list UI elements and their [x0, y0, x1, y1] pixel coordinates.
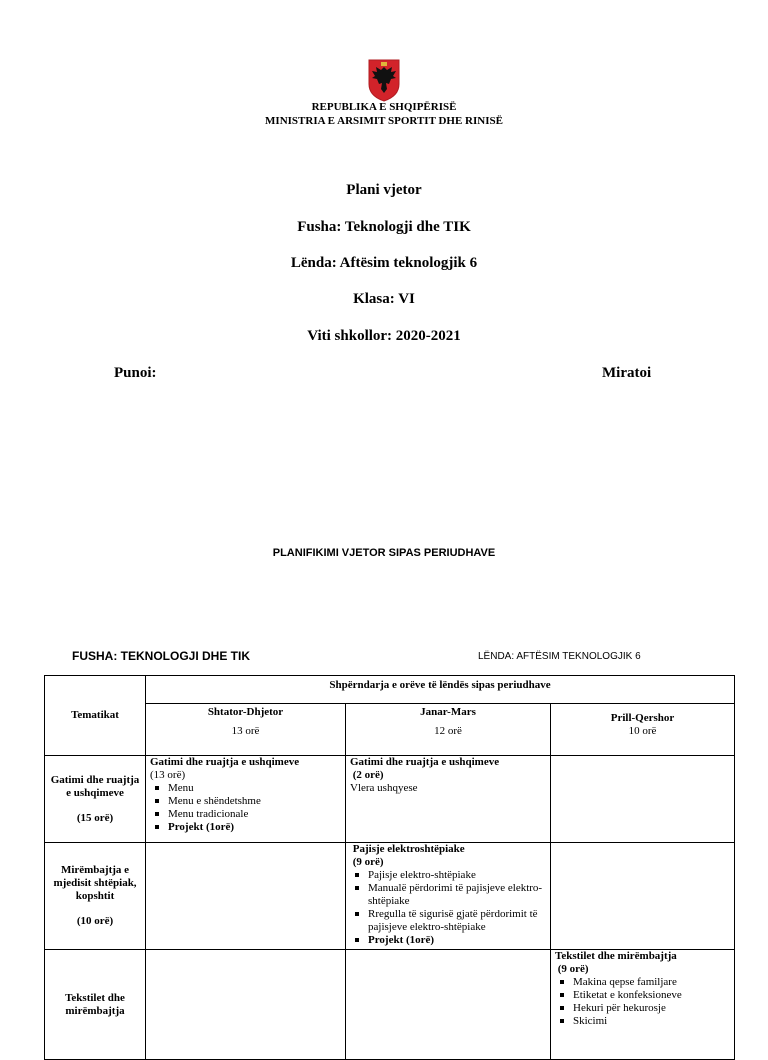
- distribution-header: Shpërndarja e orëve të lëndës sipas periudhave: [146, 676, 735, 704]
- list-item: Hekuri për hekurosje: [573, 1002, 730, 1015]
- period-1-cell: [146, 843, 346, 950]
- project-item: Projekt (1orë): [368, 934, 546, 947]
- unit-hours: (9 orë): [555, 963, 589, 975]
- plan-title: Plani vjetor: [346, 182, 422, 198]
- table-row: [45, 843, 735, 950]
- period-3-cell: [551, 950, 735, 1060]
- topic-list: [150, 782, 341, 834]
- period-name: Prill-Qershor: [610, 712, 675, 724]
- table-field-label: FUSHA: TEKNOLOGJI DHE TIK: [72, 649, 251, 663]
- field-title: Fusha: Teknologji dhe TIK: [297, 219, 471, 235]
- period-3-cell: [551, 843, 735, 950]
- period-hours: 13 orë: [231, 725, 260, 737]
- period-hours: 10 orë: [628, 725, 657, 737]
- list-item: Menu e shëndetshme: [168, 795, 341, 808]
- list-item: Manualë përdorimi të pajisjeve elektro-shtëpiake: [368, 882, 546, 908]
- subject-title: Lënda: Aftësim teknologjik 6: [290, 255, 478, 271]
- unit-title: Gatimi dhe ruajtja e ushqimeve: [350, 756, 500, 768]
- unit-hours: (9 orë): [350, 856, 384, 868]
- theme-cell: [45, 950, 146, 1060]
- list-item: Makina qepse familjare: [573, 976, 730, 989]
- section-title: PLANIFIKIMI VJETOR SIPAS PERIUDHAVE: [272, 547, 496, 559]
- annual-plan-table: [44, 675, 735, 1060]
- period-2-cell: [346, 950, 551, 1060]
- theme-hours: (15 orë): [76, 811, 114, 824]
- unit-text: Vlera ushqyese: [350, 782, 418, 794]
- theme-name: Tekstilet dhe mirëmbajtja: [65, 991, 125, 1017]
- list-item: Menu: [168, 782, 341, 795]
- unit-title: Pajisje elektroshtëpiake: [350, 843, 465, 855]
- unit-hours: (13 orë): [150, 769, 186, 781]
- republic-title: REPUBLIKA E SHQIPËRISË: [311, 101, 457, 113]
- theme-hours: (10 orë): [76, 915, 114, 927]
- list-item: Rregulla të sigurisë gjatë përdorimit të pajisjeve elektro-shtëpiake: [368, 908, 546, 934]
- unit-title: Gatimi dhe ruajtja e ushqimeve: [150, 756, 300, 768]
- albania-emblem: [367, 58, 401, 102]
- worked-by-label: Punoi:: [114, 365, 157, 381]
- period-2-cell: [346, 756, 551, 843]
- period-3-cell: [551, 756, 735, 843]
- topic-list: [350, 869, 546, 947]
- period-1-header: [146, 704, 346, 756]
- table-subject-label: LËNDA: AFTËSIM TEKNOLOGJIK 6: [478, 651, 641, 662]
- school-year: Viti shkollor: 2020-2021: [307, 328, 461, 344]
- table-row: [45, 950, 735, 1060]
- theme-name: Mirëmbajtja e mjedisit shtëpiak, kopshtit: [53, 864, 137, 902]
- period-name: Shtator-Dhjetor: [207, 706, 284, 718]
- list-item: Skicimi: [573, 1015, 730, 1028]
- period-hours: 12 orë: [434, 725, 462, 737]
- unit-title: Tekstilet dhe mirëmbajtja: [555, 950, 677, 962]
- class-title: Klasa: VI: [353, 291, 415, 307]
- topic-list: [555, 976, 730, 1028]
- ministry-title: MINISTRIA E ARSIMIT SPORTIT DHE RINISË: [265, 115, 503, 127]
- theme-cell: [45, 756, 146, 843]
- approved-by-label: Miratoi: [602, 365, 652, 381]
- period-1-cell: [146, 950, 346, 1060]
- themes-header: Tematikat: [45, 676, 146, 756]
- list-item: Pajisje elektro-shtëpiake: [368, 869, 546, 882]
- period-1-cell: [146, 756, 346, 843]
- project-item: Projekt (1orë): [168, 821, 341, 834]
- period-3-header: [551, 704, 735, 756]
- period-2-cell: [346, 843, 551, 950]
- theme-cell: [45, 843, 146, 950]
- list-item: Etiketat e konfeksioneve: [573, 989, 730, 1002]
- list-item: Menu tradicionale: [168, 808, 341, 821]
- period-2-header: [346, 704, 551, 756]
- period-name: Janar-Mars: [420, 706, 476, 718]
- table-row: [45, 756, 735, 843]
- unit-hours: (2 orë): [350, 769, 384, 781]
- theme-name: Gatimi dhe ruajtja e ushqimeve: [50, 773, 140, 799]
